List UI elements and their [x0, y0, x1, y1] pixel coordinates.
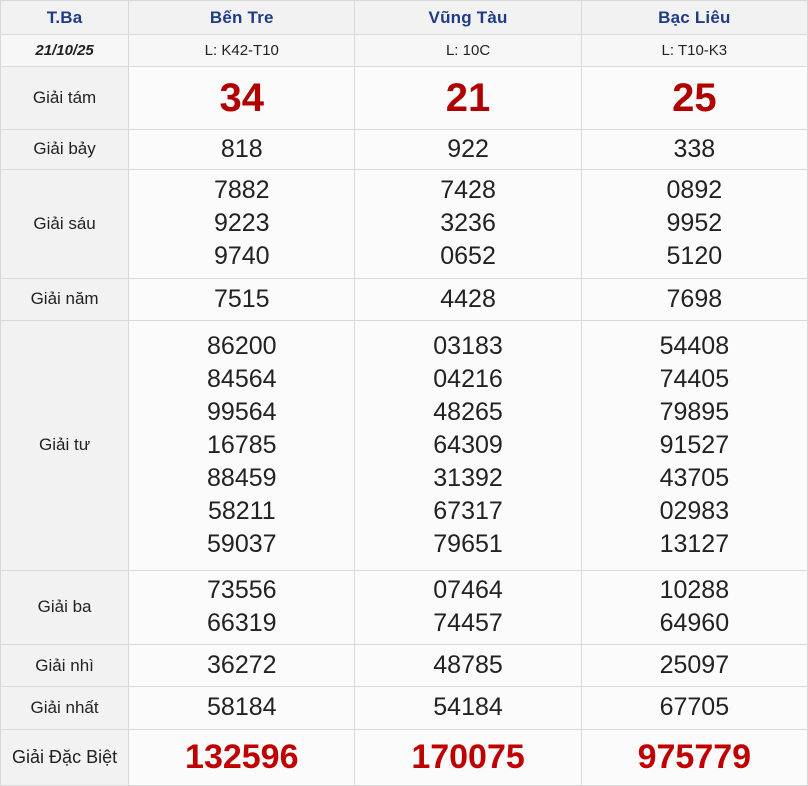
lottery-number: 99564	[207, 397, 277, 426]
lottery-number: 43705	[659, 463, 730, 492]
lottery-number: 9223	[213, 209, 270, 238]
lottery-number: 0652	[440, 242, 496, 271]
lottery-number: 7428	[440, 176, 496, 205]
lottery-number: 66319	[207, 609, 277, 638]
header-weekday: T.Ba	[1, 1, 129, 35]
prize-numbers	[129, 278, 355, 320]
lottery-number: 74457	[433, 609, 503, 638]
lottery-number: 58211	[207, 496, 276, 525]
lottery-number: 67705	[659, 693, 730, 722]
lottery-number: 10288	[659, 576, 730, 605]
prize-label: Giải nhì	[1, 645, 129, 687]
lottery-number: 922	[447, 134, 489, 163]
lottery-number: 338	[673, 134, 716, 163]
lottery-number: 25097	[659, 651, 730, 680]
prize-numbers	[581, 278, 807, 320]
prize-numbers	[355, 687, 581, 729]
lottery-number: 74405	[659, 364, 730, 393]
lottery-number: 5120	[666, 242, 723, 271]
lottery-number: 73556	[207, 576, 277, 605]
table-row	[1, 570, 808, 644]
lottery-number: 9952	[666, 209, 723, 238]
prize-numbers	[581, 687, 807, 729]
table-row	[1, 645, 808, 687]
prize-numbers	[355, 320, 581, 570]
prize-numbers	[129, 687, 355, 729]
prize-label: Giải Đặc Biệt	[1, 729, 129, 785]
lottery-number: 170075	[411, 737, 525, 776]
lottery-number: 4428	[440, 284, 496, 313]
prize-numbers	[129, 320, 355, 570]
prize-numbers	[581, 67, 807, 129]
lottery-number: 975779	[637, 737, 752, 776]
table-row	[1, 729, 808, 785]
lottery-number: 02983	[659, 496, 730, 525]
lottery-number: 48785	[433, 651, 503, 680]
prize-numbers	[129, 67, 355, 129]
lottery-number: 818	[220, 134, 263, 163]
prize-label: Giải năm	[1, 278, 129, 320]
prize-numbers	[355, 729, 581, 785]
lottery-number: 86200	[207, 331, 277, 360]
prize-numbers	[355, 169, 581, 278]
lottery-number: 7698	[666, 284, 723, 313]
prize-numbers	[581, 169, 807, 278]
lottery-number: 03183	[433, 331, 503, 360]
table-row	[1, 169, 808, 278]
prize-numbers	[129, 169, 355, 278]
lottery-number: 54184	[433, 693, 503, 722]
prize-numbers	[129, 645, 355, 687]
lottery-number: 7515	[213, 284, 270, 313]
lottery-number: 54408	[659, 331, 730, 360]
prize-numbers	[355, 278, 581, 320]
header-province-1[interactable]: Vũng Tàu	[355, 1, 581, 35]
table-row	[1, 687, 808, 729]
prize-numbers	[355, 129, 581, 169]
prize-label: Giải tư	[1, 320, 129, 570]
lottery-number: 7882	[213, 176, 270, 205]
subheader-row	[1, 35, 808, 67]
lottery-number: 59037	[207, 529, 277, 558]
table-header-row	[1, 1, 808, 35]
prize-label: Giải nhất	[1, 687, 129, 729]
ticket-code-1: L: 10C	[355, 35, 581, 67]
lottery-number: 21	[445, 75, 491, 120]
lottery-number: 13127	[659, 529, 730, 558]
lottery-number: 31392	[433, 463, 503, 492]
lottery-number: 04216	[433, 364, 503, 393]
table-row	[1, 278, 808, 320]
header-province-0[interactable]: Bến Tre	[129, 1, 355, 35]
prize-numbers	[581, 645, 807, 687]
lottery-number: 3236	[440, 209, 496, 238]
header-province-2[interactable]: Bạc Liêu	[581, 1, 807, 35]
lottery-number: 88459	[207, 463, 277, 492]
prize-label: Giải tám	[1, 67, 129, 129]
lottery-number: 36272	[207, 651, 277, 680]
lottery-number: 25	[672, 75, 717, 120]
prize-numbers	[355, 67, 581, 129]
prize-numbers	[581, 129, 807, 169]
lottery-number: 64960	[659, 609, 730, 638]
prize-numbers	[355, 570, 581, 644]
lottery-number: 58184	[207, 693, 277, 722]
prize-numbers	[129, 729, 355, 785]
prize-label: Giải sáu	[1, 169, 129, 278]
prize-numbers	[355, 645, 581, 687]
lottery-number: 79651	[433, 529, 503, 558]
lottery-number: 34	[219, 75, 265, 120]
prize-numbers	[129, 129, 355, 169]
lottery-number: 91527	[659, 430, 730, 459]
lottery-number: 84564	[207, 364, 277, 393]
prize-numbers	[129, 570, 355, 644]
table-row	[1, 320, 808, 570]
lottery-number: 132596	[185, 737, 299, 776]
prize-numbers	[581, 320, 807, 570]
lottery-number: 48265	[433, 397, 503, 426]
table-row	[1, 67, 808, 129]
prize-numbers	[581, 729, 807, 785]
prize-label: Giải ba	[1, 570, 129, 644]
prize-label: Giải bảy	[1, 129, 129, 169]
ticket-code-2: L: T10-K3	[581, 35, 807, 67]
table-row	[1, 129, 808, 169]
prize-numbers	[581, 570, 807, 644]
lottery-number: 0892	[666, 176, 723, 205]
lottery-number: 64309	[433, 430, 503, 459]
lottery-number: 07464	[433, 576, 503, 605]
ticket-code-0: L: K42-T10	[129, 35, 355, 67]
lottery-number: 67317	[433, 496, 503, 525]
lottery-number: 16785	[207, 430, 277, 459]
lottery-number: 9740	[213, 242, 270, 271]
lottery-number: 79895	[659, 397, 730, 426]
draw-date: 21/10/25	[1, 35, 129, 67]
